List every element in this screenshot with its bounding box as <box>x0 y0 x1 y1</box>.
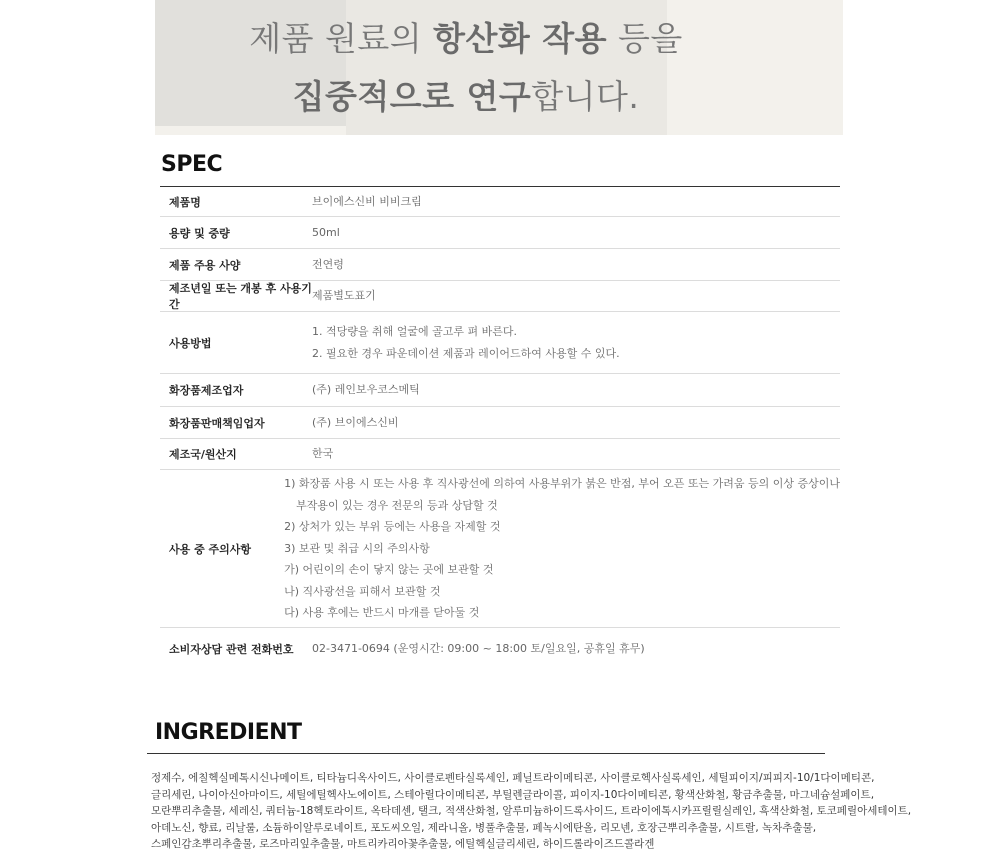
spec-title: SPEC <box>161 152 223 177</box>
spec-row <box>160 628 840 669</box>
spec-value <box>312 374 840 406</box>
spec-value <box>312 281 840 311</box>
spec-row <box>160 374 840 407</box>
spec-label: 제품명 <box>169 195 201 209</box>
spec-label: 용량 및 중량 <box>169 226 230 240</box>
spec-label: 화장품판매책임업자 <box>169 416 265 430</box>
spec-value-line: 다) 사용 후에는 반드시 마개를 닫아둘 것 <box>284 606 480 620</box>
spec-label: 사용방법 <box>169 336 212 350</box>
spec-value-line: 1) 화장품 사용 시 또는 사용 후 직사광선에 의하여 사용부위가 붉은 반점, 부어 오픈 또는 가려움 등의 이상 증상이나 <box>284 477 840 491</box>
spec-value-line: 전연령 <box>312 257 344 271</box>
spec-value-line: 가) 어린이의 손이 닿지 않는 곳에 보관할 것 <box>284 563 494 577</box>
spec-value-line: (주) 브이에스신비 <box>312 415 399 429</box>
hero-banner <box>155 0 843 135</box>
hero-headline <box>155 10 777 126</box>
ingredient-line: 스페인감초뿌리추출물, 로즈마리잎추출물, 마트리카리아꽃추출물, 에틸헥실글리세린, 하이드롤라이즈드콜라겐 <box>151 838 655 850</box>
spec-row <box>160 281 840 312</box>
spec-value-line: 50ml <box>312 225 340 239</box>
ingredient-list <box>151 770 912 853</box>
spec-value-line: 한국 <box>312 447 334 461</box>
spec-value-line: 3) 보관 및 취급 시의 주의사항 <box>284 541 430 555</box>
spec-label: 제조국/원산지 <box>169 448 237 461</box>
spec-value <box>312 187 840 216</box>
spec-value <box>312 312 840 373</box>
hero-line-1: 제품 원료의 항산화 작용 등을 <box>249 19 683 58</box>
spec-value-line: 02-3471-0694 (운영시간: 09:00 ~ 18:00 토/일요일, 공휴일 휴무) <box>312 641 645 655</box>
spec-row <box>160 407 840 439</box>
ingredient-line: 아데노신, 향료, 리날룰, 소듐하이알루로네이트, 포도씨오일, 제라니올, 병풀추출물, 페녹시에탄올, 리모넨, 호장근뿌리추출물, 시트랄, 녹차추출물, <box>151 821 817 834</box>
spec-value-line: 나) 직사광선을 피해서 보관할 것 <box>284 584 441 598</box>
ingredient-title: INGREDIENT <box>155 720 302 745</box>
spec-value-line: 브이에스신비 비비크림 <box>312 194 422 208</box>
ingredient-line: 모란뿌리추출물, 세레신, 쿼터늄-18헥토라이트, 옥타데센, 탤크, 적색산화철, 알루미늄하이드록사이드, 트라이에톡시카프릴릴실레인, 흑색산화철, 토코페릴아세테이트, <box>151 805 912 817</box>
spec-row <box>160 249 840 281</box>
ingredient-divider <box>147 753 825 754</box>
spec-label: 제조년일 또는 개봉 후 사용기간 <box>169 282 312 311</box>
spec-value <box>284 470 840 627</box>
ingredient-line: 정제수, 에칠헥실메톡시신나메이트, 티타늄디옥사이드, 사이클로펜타실록세인, 페닐트라이메티콘, 사이클로헥사실록세인, 세틸피이지/피피지-10/1다이메티콘, <box>151 772 875 784</box>
spec-value <box>312 217 840 248</box>
spec-row <box>160 217 840 249</box>
spec-value <box>312 439 840 469</box>
ingredient-line: 글리세린, 나이아신아마이드, 세틸에틸헥사노에이트, 스테아릴다이메티콘, 부틸렌글라이콜, 피이지-10다이메티콘, 황색산화철, 황금추출물, 마그네슘설페이트, <box>151 788 875 801</box>
spec-value-line: 부작용이 있는 경우 전문의 등과 상담할 것 <box>296 498 498 512</box>
spec-label: 화장품제조업자 <box>169 384 244 397</box>
spec-row <box>160 187 840 217</box>
spec-label: 제품 주용 사양 <box>169 258 241 272</box>
spec-value-line: 2. 필요한 경우 파운데이션 제품과 레이어드하여 사용할 수 있다. <box>312 346 620 360</box>
spec-value-line: 제품별도표기 <box>312 289 376 303</box>
spec-label: 사용 중 주의사항 <box>169 542 252 556</box>
spec-value <box>312 249 840 280</box>
spec-table <box>160 187 840 669</box>
spec-value-line: 2) 상처가 있는 부위 등에는 사용을 자제할 것 <box>284 520 501 534</box>
spec-row <box>160 439 840 470</box>
spec-value-line: (주) 레인보우코스메틱 <box>312 383 420 397</box>
spec-value <box>312 628 840 669</box>
spec-row <box>160 312 840 374</box>
spec-row <box>160 470 840 628</box>
spec-value <box>312 407 840 438</box>
spec-label: 소비자상담 관련 전화번호 <box>169 642 294 656</box>
spec-value-line: 1. 적당량을 취해 얼굴에 골고루 펴 바른다. <box>312 325 517 338</box>
hero-line-2: 집중적으로 연구합니다. <box>292 77 640 116</box>
